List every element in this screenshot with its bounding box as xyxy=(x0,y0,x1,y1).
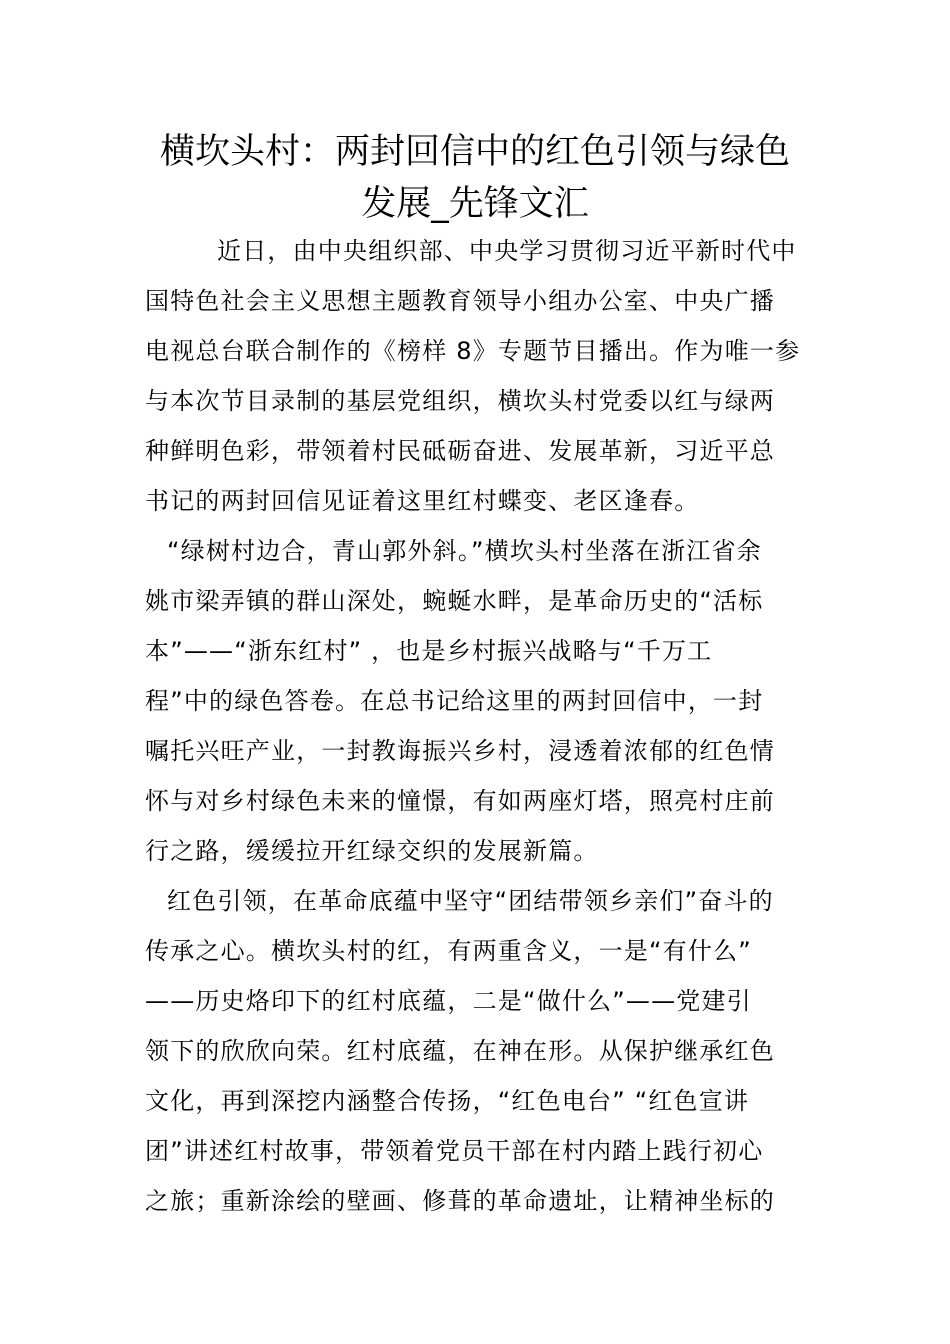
text-line: 红色引领，在革命底蕴中坚守“团结带领乡亲们”奋斗的 xyxy=(167,887,774,915)
title-line: 发展_先锋文汇 xyxy=(361,184,589,224)
text-line: 嘱托兴旺产业，一封教诲振兴乡村，浸透着浓郁的红色情 xyxy=(145,737,775,765)
document-body xyxy=(145,226,810,1226)
text-line: 电视总台联合制作的《榜样 8》专题节目播出。作为唯一参 xyxy=(145,337,801,365)
paragraph-3 xyxy=(145,876,810,1226)
text-line: 领下的欣欣向荣。红村底蕴，在神在形。从保护继承红色 xyxy=(145,1037,775,1065)
text-line: 与本次节目录制的基层党组织，横坎头村党委以红与绿两 xyxy=(145,387,775,415)
text-line: 姚市梁弄镇的群山深处，蜿蜒水畔，是革命历史的“活标 xyxy=(145,587,764,615)
text-line: 程”中的绿色答卷。在总书记给这里的两封回信中，一封 xyxy=(145,687,764,715)
text-line: 本”——“浙东红村” ，也是乡村振兴战略与“千万工 xyxy=(145,637,713,665)
paragraph-1 xyxy=(145,226,810,526)
text-line: ——历史烙印下的红村底蕴，二是“做什么”——党建引 xyxy=(145,987,752,1015)
text-line: 团”讲述红村故事，带领着党员干部在村内踏上践行初心 xyxy=(145,1137,764,1165)
text-line: “绿树村边合，青山郭外斜。”横坎头村坐落在浙江省余 xyxy=(167,537,762,565)
text-line: 种鲜明色彩，带领着村民砥砺奋进、发展革新，习近平总 xyxy=(145,437,775,465)
text-line: 之旅；重新涂绘的壁画、修葺的革命遗址，让精神坐标的 xyxy=(145,1187,775,1215)
text-line: 国特色社会主义思想主题教育领导小组办公室、中央广播 xyxy=(145,287,775,315)
text-line: 文化，再到深挖内涵整合传扬，“红色电台” “红色宣讲 xyxy=(145,1087,750,1115)
text-line: 怀与对乡村绿色未来的憧憬，有如两座灯塔，照亮村庄前 xyxy=(145,787,775,815)
paragraph-2 xyxy=(145,526,810,876)
title-line: 横坎头村：两封回信中的红色引领与绿色 xyxy=(159,132,790,172)
text-line: 传承之心。横坎头村的红，有两重含义，一是“有什么” xyxy=(145,937,752,965)
text-line: 书记的两封回信见证着这里红村蝶变、老区逢春。 xyxy=(145,487,700,515)
text-line: 近日，由中央组织部、中央学习贯彻习近平新时代中 xyxy=(217,237,797,265)
text-line: 行之路，缓缓拉开红绿交织的发展新篇。 xyxy=(145,837,599,865)
document-title xyxy=(145,126,805,230)
